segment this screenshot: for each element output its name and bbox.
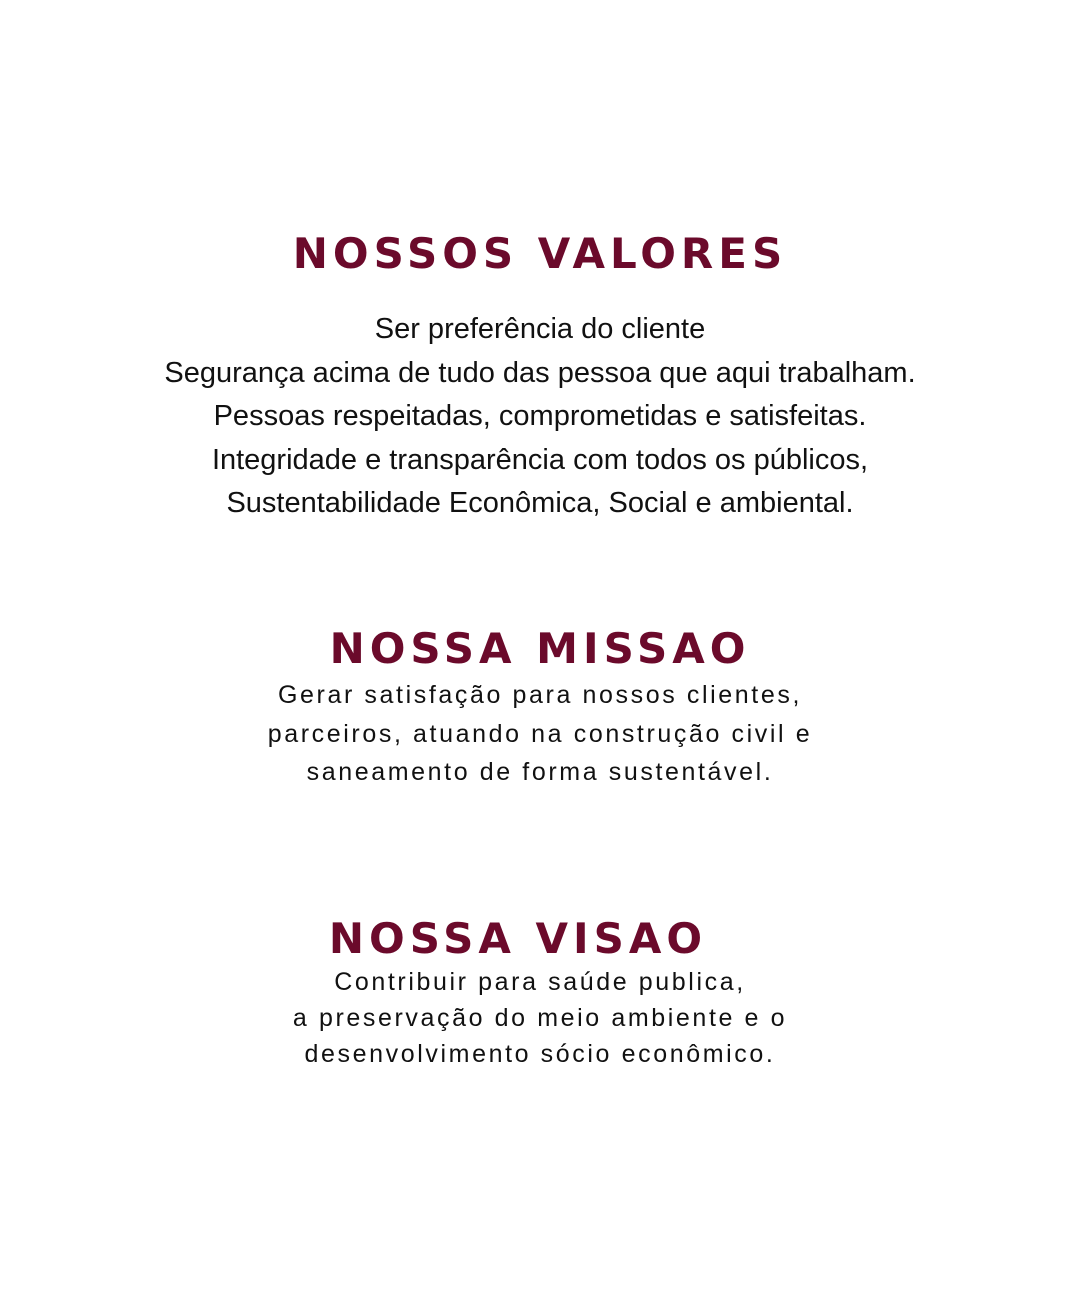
visao-line: a preservação do meio ambiente e o	[292, 1004, 788, 1032]
valores-line: Segurança acima de tudo das pessoa que aqui trabalham.	[164, 356, 916, 389]
missao-line: Gerar satisfação para nossos clientes,	[277, 681, 802, 709]
valores-line: Integridade e transparência com todos os públicos,	[211, 443, 869, 476]
valores-list	[0, 308, 1080, 526]
valores-line: Pessoas respeitadas, comprometidas e satisfeitas.	[213, 400, 867, 432]
valores-line: Ser preferência do cliente	[374, 313, 706, 345]
missao-title: NOSSA MISSAO	[329, 624, 751, 673]
visao-title: NOSSA VISAO	[328, 914, 708, 963]
missao-text	[0, 676, 1080, 792]
visao-text	[0, 964, 1080, 1072]
valores-title: NOSSOS VALORES	[292, 229, 788, 278]
missao-line: parceiros, atuando na construção civil e	[267, 719, 813, 748]
visao-line: Contribuir para saúde publica,	[334, 968, 746, 996]
missao-line: saneamento de forma sustentável.	[306, 758, 774, 786]
valores-line: Sustentabilidade Econômica, Social e ambiental.	[226, 487, 854, 519]
visao-line: desenvolvimento sócio econômico.	[304, 1040, 776, 1068]
